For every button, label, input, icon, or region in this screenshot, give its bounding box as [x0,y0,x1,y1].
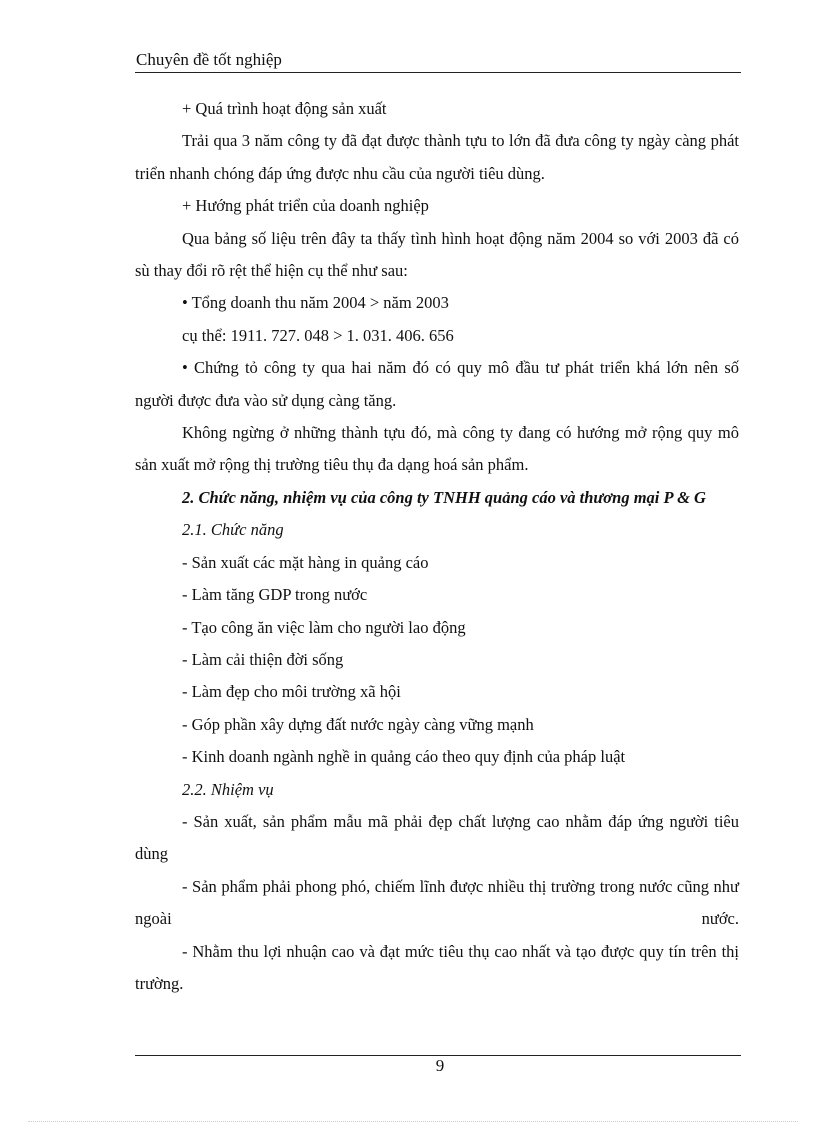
function-item: - Làm cải thiện đời sống [182,649,344,669]
duty-item: - Nhằm thu lợi nhuận cao và đạt mức tiêu thụ cao nhất và tạo được quy tín trên thị trường. [135,941,739,993]
header-title: Chuyên đề tốt nghiệp [136,50,282,69]
paragraph-achievements: Trải qua 3 năm công ty đã đạt được thành tựu to lớn đã đưa công ty ngày càng phát triển nhanh chóng đáp ứng được nhu cầu của người tiêu dùng. [135,131,739,183]
duty-item: - Sản xuất, sản phẩm mẫu mã phải đẹp chất lượng cao nhằm đáp ứng người tiêu dùng [135,811,739,864]
body-text [135,93,739,1000]
function-item: - Làm tăng GDP trong nước [182,585,368,605]
function-item: - Góp phần xây dựng đất nước ngày càng vững mạnh [182,714,534,734]
header-rule [135,72,741,73]
subsection-heading-functions: 2.1. Chức năng [182,520,284,540]
bullet-revenue: • Tổng doanh thu năm 2004 > năm 2003 [182,293,449,313]
function-item: - Kinh doanh ngành nghề in quảng cáo theo quy định của pháp luật [182,747,626,767]
section-heading: 2. Chức năng, nhiệm vụ của công ty TNHH quảng cáo và thương mại P & G [182,487,706,507]
function-item: - Tạo công ăn việc làm cho người lao động [182,617,466,637]
paragraph-process: + Quá trình hoạt động sản xuất [182,99,387,118]
function-item: - Làm đẹp cho môi trường xã hội [182,682,401,702]
paragraph-revenue-detail: cụ thể: 1911. 727. 048 > 1. 031. 406. 656 [182,325,454,345]
bullet-investment: • Chứng tỏ công ty qua hai năm đó có quy mô đầu tư phát triển khá lớn nên số người được đưa vào sử dụng càng tăng. [135,358,739,410]
subsection-heading-duties: 2.2. Nhiệm vụ [182,779,274,799]
function-item: - Sản xuất các mặt hàng in quảng cáo [182,552,429,572]
page-number: 9 [435,1056,445,1075]
page-edge-dotted-line [28,1121,798,1122]
paragraph-comparison: Qua bảng số liệu trên đây ta thấy tình hình hoạt động năm 2004 so với 2003 đã có sù thay đổi rõ rệt thể hiện cụ thể như sau: [135,228,739,281]
duty-item: - Sản phẩm phải phong phó, chiếm lĩnh được nhiều thị trường trong nước cũng như ngoài nước. [135,876,739,929]
paragraph-expansion: Không ngừng ở những thành tựu đó, mà công ty đang có hướng mở rộng quy mô sản xuất mở rộng thị trường tiêu thụ đa dạng hoá sản phẩm. [135,423,739,475]
paragraph-direction: + Hướng phát triển của doanh nghiệp [182,196,429,216]
